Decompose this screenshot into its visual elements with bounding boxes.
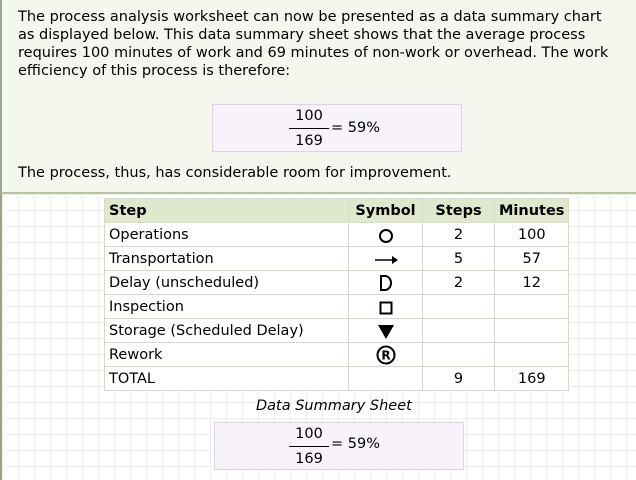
table-caption: Data Summary Sheet: [256, 398, 412, 414]
step-cell: Storage (Scheduled Delay): [105, 319, 349, 343]
symbol-cell: [349, 247, 423, 271]
circled-r-icon: [376, 345, 396, 365]
arrow-right-icon: [374, 254, 398, 266]
table-row-total: [105, 367, 569, 391]
steps-cell: 2: [423, 271, 495, 295]
table-row: [105, 271, 569, 295]
table-row: [105, 343, 569, 367]
minutes-cell: 169: [495, 367, 569, 391]
minutes-cell: 12: [495, 271, 569, 295]
table-row: [105, 247, 569, 271]
fraction-bar: [289, 128, 329, 129]
formula-result: = 59%: [331, 436, 380, 452]
data-summary-table: [104, 198, 569, 391]
steps-cell: [423, 319, 495, 343]
header-symbol: Symbol: [349, 199, 423, 223]
circle-icon: [378, 228, 394, 244]
table-header-row: [105, 199, 569, 223]
steps-cell: [423, 295, 495, 319]
numerator: 100: [295, 108, 323, 124]
step-cell: Delay (unscheduled): [105, 271, 349, 295]
minutes-cell: [495, 319, 569, 343]
intro-panel: [0, 0, 636, 194]
symbol-cell: [349, 319, 423, 343]
fraction: [289, 106, 329, 151]
square-icon: [379, 301, 393, 315]
fraction: [289, 424, 329, 469]
denominator: 169: [295, 133, 323, 149]
triangle-down-icon: [377, 324, 395, 340]
minutes-cell: 57: [495, 247, 569, 271]
step-cell: Rework: [105, 343, 349, 367]
symbol-cell: [349, 343, 423, 367]
minutes-cell: [495, 343, 569, 367]
symbol-cell: [349, 271, 423, 295]
table-row: [105, 295, 569, 319]
minutes-cell: 100: [495, 223, 569, 247]
header-steps: Steps: [423, 199, 495, 223]
formula-result: = 59%: [331, 120, 380, 136]
numerator: 100: [295, 426, 323, 442]
minutes-cell: [495, 295, 569, 319]
symbol-cell: [349, 223, 423, 247]
header-step: Step: [105, 199, 349, 223]
steps-cell: 9: [423, 367, 495, 391]
table-row: [105, 223, 569, 247]
steps-cell: 2: [423, 223, 495, 247]
fraction-bar: [289, 446, 329, 447]
step-cell: Inspection: [105, 295, 349, 319]
steps-cell: 5: [423, 247, 495, 271]
step-cell: Operations: [105, 223, 349, 247]
denominator: 169: [295, 451, 323, 467]
steps-cell: [423, 343, 495, 367]
efficiency-formula-bottom: [214, 422, 464, 470]
svg-text:R: R: [380, 348, 391, 363]
conclusion-text: The process, thus, has considerable room for improvement.: [18, 165, 452, 181]
header-minutes: Minutes: [495, 199, 569, 223]
efficiency-formula-top: [212, 104, 462, 152]
table-row: [105, 319, 569, 343]
symbol-cell: [349, 295, 423, 319]
intro-text: The process analysis worksheet can now be presented as a data summary chart as displayed below. This data summary sheet shows that the average process requires 100 minutes of work and 69 minutes of non-work or overhead. The work efficiency of this process is therefore:: [18, 9, 609, 79]
step-cell: Transportation: [105, 247, 349, 271]
step-cell: TOTAL: [105, 367, 349, 391]
delay-d-icon: [379, 274, 393, 292]
symbol-cell: [349, 367, 423, 391]
